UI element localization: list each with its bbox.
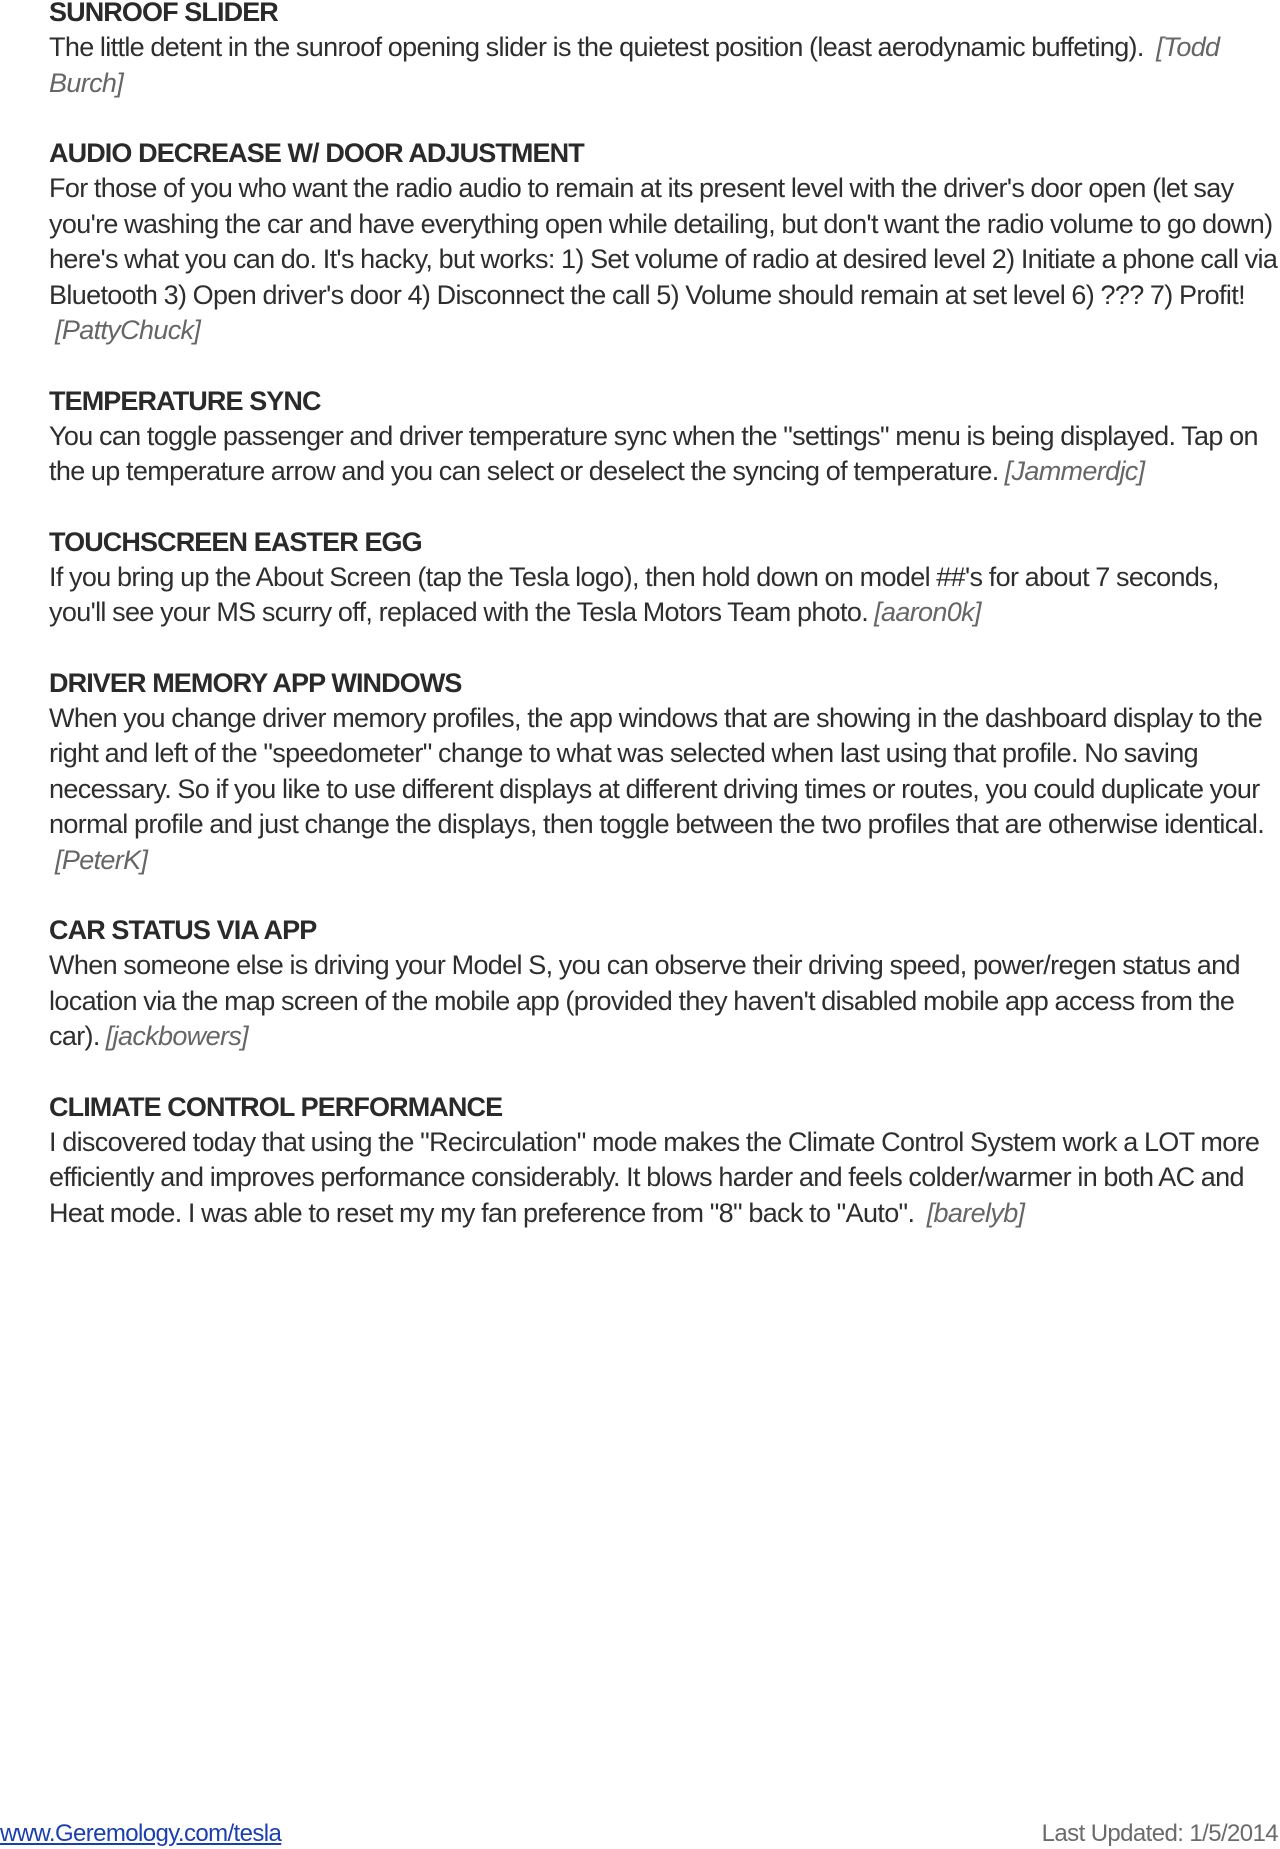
tip-author: [Todd Burch]: [49, 32, 1220, 98]
tip-author: [PeterK]: [55, 844, 148, 875]
tip-body: [49, 560, 1279, 631]
tip-author: [aaron0k]: [874, 597, 981, 627]
tip-driver-memory: [49, 665, 1279, 879]
tip-body: [49, 171, 1279, 349]
tip-audio-decrease: [49, 135, 1279, 349]
tip-title: CAR STATUS VIA APP: [49, 915, 317, 945]
tip-body: [49, 419, 1279, 490]
tip-touchscreen-easter-egg: [49, 524, 1279, 631]
tip-author: [PattyChuck]: [55, 315, 201, 345]
tip-title: TOUCHSCREEN EASTER EGG: [49, 526, 422, 557]
tip-temperature-sync: [49, 383, 1279, 490]
tip-climate-control: [49, 1089, 1279, 1232]
tip-body: [49, 30, 1279, 101]
tip-title: CLIMATE CONTROL PERFORMANCE: [49, 1091, 503, 1122]
tip-title: TEMPERATURE SYNC: [49, 385, 321, 416]
tip-car-status: [49, 912, 1279, 1055]
tip-title: SUNROOF SLIDER: [49, 0, 278, 27]
tip-author: [Jammerdjc]: [1004, 456, 1145, 486]
tip-text: If you bring up the About Screen (tap the Tesla logo), then hold down on model ##'s for about 7 seconds, you'll see your MS scurry off, replaced with the Tesla Motors Team photo.: [49, 561, 1219, 627]
tip-text: For those of you who want the radio audio to remain at its present level with the driver's door open (let say you're washing the car and have everything open while detailing, but don't want the radio volume to go down) here's what you can do. It's hacky, but works: 1) Set volume of radio at desired level 2) Initiate a phone call via Bluetooth 3) Open driver's door 4) Disconnect the call 5) Volume should remain at set level 6) ??? 7) Profit!: [49, 173, 1278, 310]
tip-author: [barelyb]: [926, 1197, 1025, 1228]
tip-text: The little detent in the sunroof opening slider is the quietest position (least aerodynamic buffeting).: [49, 32, 1151, 62]
website-link[interactable]: www.Geremology.com/tesla: [0, 1820, 282, 1847]
tip-author: [jackbowers]: [105, 1021, 249, 1051]
tip-text: You can toggle passenger and driver temperature sync when the "settings" menu is being displayed. Tap on the up temperature arrow and you can select or deselect the syncing of temperature.: [49, 420, 1258, 486]
tips-list: [49, 0, 1279, 1265]
tip-text: When you change driver memory profiles, the app windows that are showing in the dashboard display to the right and left of the "speedometer" change to what was selected when last using that profile. No saving necessary. So if you like to use different displays at different driving times or routes, you could duplicate your normal profile and just change the displays, then toggle between the two profiles that are otherwise identical.: [49, 702, 1265, 839]
tip-text: When someone else is driving your Model S, you can observe their driving speed, power/regen status and location via the map screen of the mobile app (provided they haven't disabled mobile app access from the car).: [49, 950, 1240, 1051]
tip-title: AUDIO DECREASE W/ DOOR ADJUSTMENT: [49, 138, 584, 168]
tip-text: I discovered today that using the "Recirculation" mode makes the Climate Control System work a LOT more efficiently and improves performance considerably. It blows harder and feels colder/warmer in both AC and Heat mode. I was able to reset my my fan preference from "8" back to "Auto".: [49, 1126, 1260, 1228]
last-updated: Last Updated: 1/5/2014: [1041, 1820, 1278, 1847]
tip-body: [49, 701, 1279, 879]
tip-sunroof-slider: [49, 0, 1279, 101]
tip-body: [49, 948, 1279, 1055]
tip-body: [49, 1125, 1279, 1232]
tip-title: DRIVER MEMORY APP WINDOWS: [49, 667, 462, 698]
